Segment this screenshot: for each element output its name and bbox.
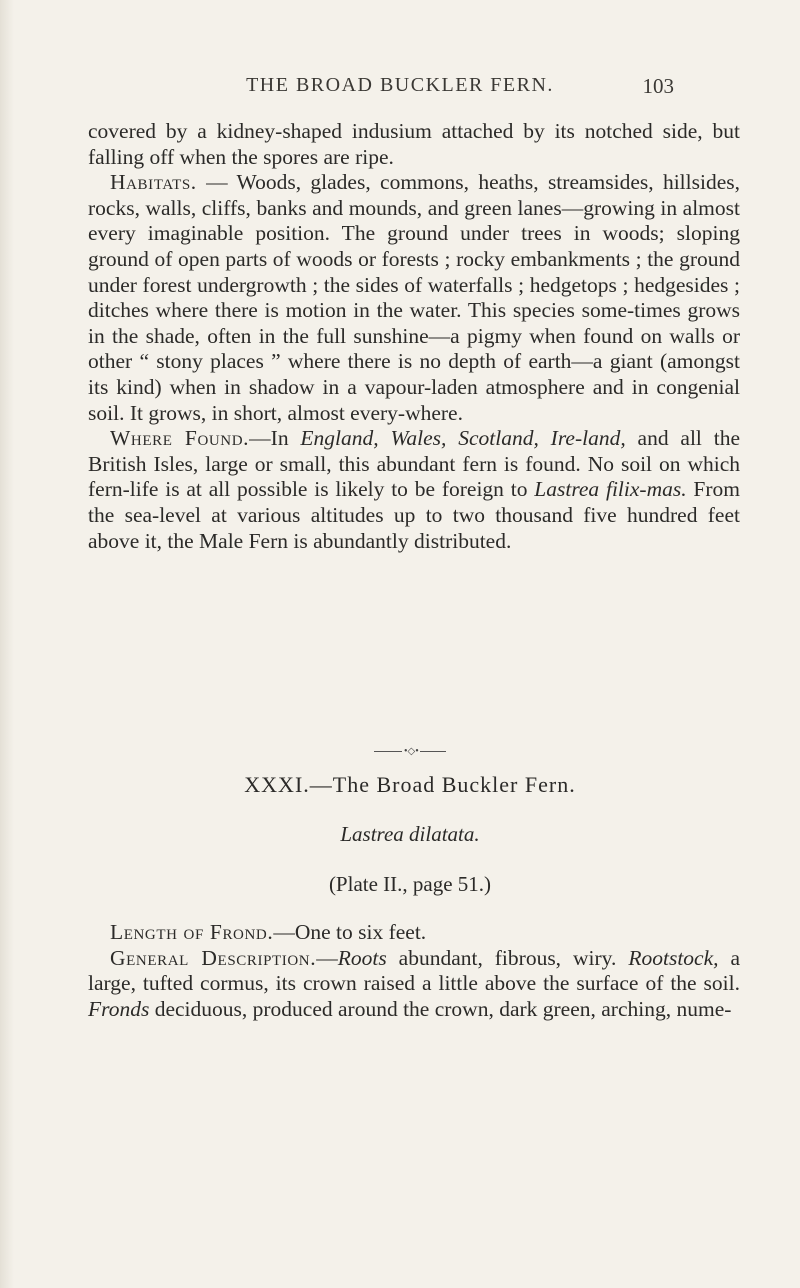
habitats-text: — Woods, glades, commons, heaths, streamsides, hillsides, rocks, walls, cliffs, banks and mounds, and green lanes—growing in almost every imaginable position. The ground under trees in woods; sloping ground of open parts of woods or forests ; rocky embankments ; the ground under forest undergrowth ; the sides of waterfalls ; hedgetops ; hedgesides ; ditches where there is motion in the water. This species some-times grows in the shade, often in the full sunshine—a pigmy when found on walls or other “ stony places ” where there is no depth of earth—a giant (amongst its kind) when in shadow in a vapour-laden atmosphere and in congenial soil. It grows, in short, almost every-where. — [88, 170, 740, 425]
rootstock-label: Rootstock, — [628, 945, 719, 970]
where-found-places: England, Wales, Scotland, Ire-land, — [300, 426, 626, 451]
body-text-lower — [88, 920, 740, 1022]
general-description-text-3: a large, tufted cormus, its crown raised a little above the surface of the soil. — [88, 945, 741, 996]
intro-paragraph: covered by a kidney-shaped indusium attached by its notched side, but falling off when the spores are ripe. — [88, 119, 740, 169]
where-found-species: Lastrea filix-mas. — [534, 477, 687, 502]
where-found-paragraph — [88, 426, 740, 554]
where-found-text-3: From the sea-level at various altitudes up to two thousand five hundred feet above it, the Male Fern is abundantly distributed. — [88, 477, 741, 553]
section-divider — [374, 747, 444, 757]
length-of-frond-text: —One to six feet. — [273, 920, 427, 944]
general-description-text-2: abundant, fibrous, wiry. — [386, 945, 629, 970]
section-heading: XXXI.—The Broad Buckler Fern. — [244, 772, 576, 797]
length-of-frond-paragraph — [88, 920, 740, 946]
general-description-label: General Description. — [110, 945, 317, 970]
page-number: 103 — [642, 74, 674, 98]
fronds-label: Fronds — [88, 996, 150, 1021]
general-description-text-4: deciduous, produced around the crown, dark green, arching, nume- — [149, 996, 732, 1021]
divider-line-left — [374, 751, 402, 752]
where-found-label: Where Found. — [110, 426, 250, 451]
latin-name: Lastrea dilatata. — [340, 822, 480, 846]
divider-line-right — [420, 751, 446, 752]
general-description-text-1: — — [316, 945, 338, 970]
habitats-label: Habitats. — [110, 170, 197, 195]
running-title: THE BROAD BUCKLER FERN. — [246, 74, 554, 96]
divider-ornament-icon: •◇• — [404, 746, 419, 757]
general-description-paragraph — [88, 946, 740, 1023]
habitats-paragraph — [88, 170, 740, 426]
body-text-upper — [88, 119, 740, 554]
page-edge-shadow — [0, 0, 14, 1288]
where-found-text-1: —In — [249, 426, 301, 451]
roots-label: Roots — [337, 945, 387, 970]
plate-reference: (Plate II., page 51.) — [328, 872, 492, 896]
where-found-text-2: and all the British Isles, large or small, this abundant fern is found. No soil on which fern-life is at all possible is likely to be foreign to — [88, 426, 740, 502]
length-of-frond-label: Length of Frond. — [110, 920, 274, 944]
running-head — [0, 70, 800, 100]
